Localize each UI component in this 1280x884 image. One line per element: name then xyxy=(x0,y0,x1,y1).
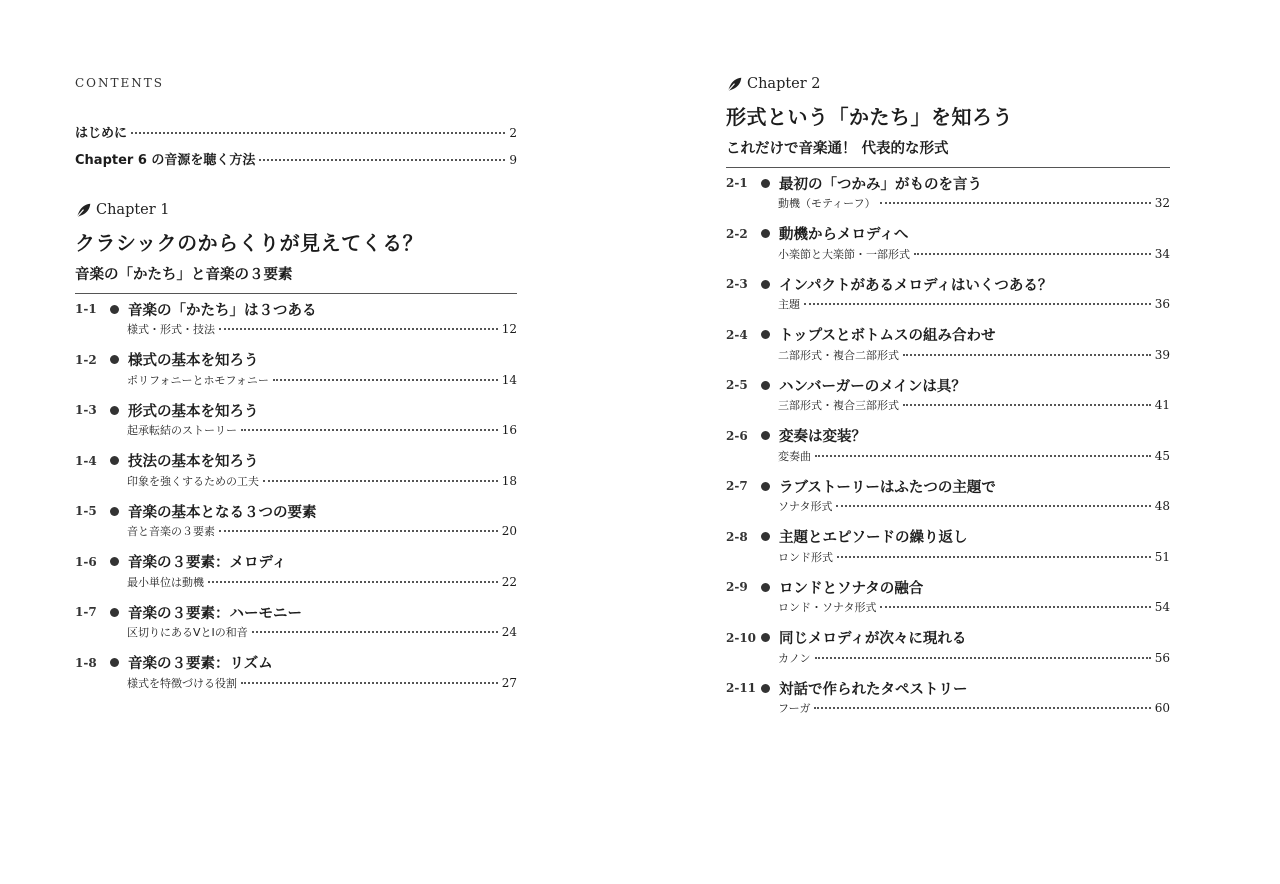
section-title: 主題とエピソードの繰り返し xyxy=(779,530,968,546)
section-subtitle-row xyxy=(127,372,517,392)
section-heading xyxy=(726,272,1170,296)
section-number: 1-3 xyxy=(75,403,97,417)
toc-page-number: 9 xyxy=(509,153,517,167)
section-title: 動機からメロディへ xyxy=(779,227,909,243)
section-subtitle: 音と音楽の３要素 xyxy=(127,525,215,538)
section-subtitle-row xyxy=(778,246,1170,266)
toc-page-number: 24 xyxy=(501,625,517,639)
section-subtitle: 動機（モティーフ） xyxy=(778,197,876,210)
dot-leader xyxy=(219,328,498,330)
section-number: 2-5 xyxy=(726,378,748,392)
section-title: ラブストーリーはふたつの主題で xyxy=(779,479,996,496)
section-title: 音楽の３要素：メロディ xyxy=(128,555,287,571)
section-number: 2-4 xyxy=(726,327,748,342)
toc-page-number: 18 xyxy=(501,473,517,488)
section-title: ハンバーガーのメインは具？ xyxy=(779,378,966,395)
toc-section[interactable] xyxy=(75,297,517,348)
section-heading xyxy=(726,171,1170,195)
section-number: 1-8 xyxy=(75,655,97,670)
chapter-2-sections xyxy=(726,171,1170,727)
dot-leader xyxy=(914,253,1151,255)
bullet-icon xyxy=(761,532,770,541)
section-number: 2-3 xyxy=(726,277,748,291)
toc-page-number: 36 xyxy=(1154,297,1170,311)
section-subtitle-row xyxy=(778,650,1170,670)
section-heading xyxy=(726,676,1170,700)
toc-page-number: 48 xyxy=(1154,499,1170,513)
toc-section[interactable] xyxy=(726,525,1170,576)
section-subtitle-row xyxy=(778,700,1170,720)
toc-page-number: 41 xyxy=(1154,398,1170,412)
chapter-divider xyxy=(75,293,517,294)
toc-page-number: 39 xyxy=(1154,347,1170,362)
section-heading xyxy=(726,323,1170,347)
section-number: 1-2 xyxy=(75,352,97,367)
dot-leader xyxy=(252,631,498,633)
section-subtitle: 起承転結のストーリー xyxy=(127,424,237,437)
dot-leader xyxy=(836,505,1150,507)
toc-section[interactable] xyxy=(75,398,517,449)
section-number: 2-10 xyxy=(726,630,757,645)
section-number: 1-6 xyxy=(75,554,97,569)
chapter-label-text: Chapter 2 xyxy=(747,76,821,92)
section-subtitle-row xyxy=(778,347,1170,367)
dot-leader xyxy=(815,657,1151,659)
bullet-icon xyxy=(110,406,119,415)
section-heading xyxy=(75,499,517,523)
chapter-subtitle: 音楽の「かたち」と音楽の３要素 xyxy=(75,267,293,283)
bullet-icon xyxy=(761,381,770,390)
section-title: 様式の基本を知ろう xyxy=(128,353,259,369)
section-heading xyxy=(75,449,517,473)
section-number: 1-1 xyxy=(75,302,97,316)
section-subtitle: ソナタ形式 xyxy=(778,500,833,513)
section-subtitle-row xyxy=(127,624,517,644)
bullet-icon xyxy=(110,355,119,364)
chapter-label-text: Chapter 1 xyxy=(96,202,170,218)
chapter-label xyxy=(726,74,1170,94)
section-heading xyxy=(75,600,517,624)
chapter-subtitle: これだけで音楽通！ 代表的な形式 xyxy=(726,141,949,157)
toc-page-number: 20 xyxy=(501,524,517,538)
section-subtitle: 変奏曲 xyxy=(778,449,811,463)
pen-icon xyxy=(726,76,743,93)
toc-page-number: 27 xyxy=(501,675,517,690)
section-subtitle-row xyxy=(127,321,517,341)
toc-entry[interactable] xyxy=(75,122,517,149)
dot-leader xyxy=(208,581,498,583)
section-title: 音楽の基本となる３つの要素 xyxy=(128,504,317,521)
section-subtitle-row xyxy=(127,574,517,594)
bullet-icon xyxy=(761,633,770,642)
toc-page-number: 12 xyxy=(501,322,517,336)
bullet-icon xyxy=(110,305,119,314)
section-title: 音楽の「かたち」は３つある xyxy=(128,302,317,319)
section-subtitle-row xyxy=(778,498,1170,518)
section-subtitle: 最小単位は動機 xyxy=(127,575,204,589)
toc-page-number: 14 xyxy=(501,372,517,387)
bullet-icon xyxy=(761,684,770,693)
section-subtitle: カノン xyxy=(778,651,811,665)
section-title: 対話で作られたタペストリー xyxy=(779,681,968,698)
toc-page-number: 2 xyxy=(509,126,517,140)
toc-page-number: 56 xyxy=(1154,650,1170,665)
dot-leader xyxy=(804,303,1151,305)
section-heading xyxy=(726,222,1170,246)
dot-leader xyxy=(241,429,498,431)
pen-icon xyxy=(75,202,92,219)
section-number: 1-4 xyxy=(75,453,97,468)
contents-label: CONTENTS xyxy=(75,76,165,90)
section-number: 2-7 xyxy=(726,479,748,493)
section-subtitle: 区切りにあるVとⅠの和音 xyxy=(127,626,248,639)
section-subtitle-row xyxy=(778,296,1170,316)
dot-leader xyxy=(273,379,498,381)
chapter-label xyxy=(75,200,517,220)
section-number: 2-9 xyxy=(726,580,748,594)
bullet-icon xyxy=(761,280,770,289)
dot-leader xyxy=(259,159,505,161)
dot-leader xyxy=(880,202,1151,204)
section-heading xyxy=(726,474,1170,498)
toc-section[interactable] xyxy=(726,171,1170,222)
section-title: 技法の基本を知ろう xyxy=(128,454,259,470)
toc-entry-title: はじめに xyxy=(75,126,128,141)
toc-section[interactable] xyxy=(75,499,517,550)
dot-leader xyxy=(263,480,498,482)
dot-leader xyxy=(903,404,1151,406)
section-number: 2-1 xyxy=(726,176,748,190)
section-heading xyxy=(726,626,1170,650)
section-title: 同じメロディが次々に現れる xyxy=(779,631,967,647)
section-number: 2-8 xyxy=(726,529,748,544)
section-subtitle: ロンド形式 xyxy=(778,550,833,564)
toc-page-number: 51 xyxy=(1154,549,1170,564)
toc-section[interactable] xyxy=(726,474,1170,525)
section-heading xyxy=(726,373,1170,397)
chapter-title: 形式という「かたち」を知ろう xyxy=(726,105,1013,129)
toc-section[interactable] xyxy=(726,373,1170,424)
section-subtitle-row xyxy=(127,675,517,695)
section-subtitle: 様式を特徴づける役割 xyxy=(127,676,237,690)
bullet-icon xyxy=(761,583,770,592)
toc-page-number: 16 xyxy=(501,423,517,437)
section-subtitle-row xyxy=(778,599,1170,619)
section-title: 音楽の３要素：リズム xyxy=(128,656,273,672)
section-number: 1-7 xyxy=(75,605,97,619)
chapter-header xyxy=(75,200,517,294)
toc-section[interactable] xyxy=(726,222,1170,273)
chapter-1-sections xyxy=(75,297,517,701)
toc-section[interactable] xyxy=(75,348,517,399)
section-number: 1-5 xyxy=(75,504,97,518)
toc-section[interactable] xyxy=(726,575,1170,626)
dot-leader xyxy=(815,455,1151,457)
section-title: トップスとボトムスの組み合わせ xyxy=(779,328,996,344)
section-subtitle: 主題 xyxy=(778,298,800,311)
section-subtitle: フーガ xyxy=(778,702,811,715)
section-subtitle: 小楽節と大楽節・一部形式 xyxy=(778,247,910,261)
section-title: インパクトがあるメロディはいくつある？ xyxy=(779,277,1053,294)
toc-section[interactable] xyxy=(726,676,1170,727)
section-heading xyxy=(726,575,1170,599)
toc-section[interactable] xyxy=(75,600,517,651)
section-subtitle-row xyxy=(127,523,517,543)
section-title: ロンドとソナタの融合 xyxy=(779,580,924,597)
bullet-icon xyxy=(110,557,119,566)
bullet-icon xyxy=(761,330,770,339)
section-heading xyxy=(726,424,1170,448)
section-subtitle-row xyxy=(778,448,1170,468)
section-subtitle: 印象を強くするための工夫 xyxy=(127,474,259,488)
bullet-icon xyxy=(110,658,119,667)
toc-page-number: 54 xyxy=(1154,600,1170,614)
section-number: 2-2 xyxy=(726,226,748,241)
section-subtitle: 三部形式・複合三部形式 xyxy=(778,399,899,412)
section-title: 変奏は変装？ xyxy=(779,429,866,445)
section-heading xyxy=(75,348,517,372)
dot-leader xyxy=(814,707,1150,709)
toc-section[interactable] xyxy=(726,272,1170,323)
bullet-icon xyxy=(110,608,119,617)
bullet-icon xyxy=(110,456,119,465)
toc-section[interactable] xyxy=(726,323,1170,374)
section-number: 2-11 xyxy=(726,681,757,695)
dot-leader xyxy=(880,606,1150,608)
toc-section[interactable] xyxy=(726,626,1170,677)
bullet-icon xyxy=(110,507,119,516)
bullet-icon xyxy=(761,179,770,188)
section-number: 2-6 xyxy=(726,428,748,443)
chapter-header xyxy=(726,74,1170,168)
bullet-icon xyxy=(761,229,770,238)
section-heading xyxy=(75,297,517,321)
toc-entry[interactable] xyxy=(75,149,517,176)
section-heading xyxy=(75,651,517,675)
dot-leader xyxy=(241,682,498,684)
toc-entry-title: Chapter 6 の音源を聴く方法 xyxy=(75,153,256,168)
chapter-title: クラシックのからくりが見えてくる？ xyxy=(75,231,424,255)
section-subtitle: ポリフォニーとホモフォニー xyxy=(127,373,269,387)
section-subtitle-row xyxy=(778,397,1170,417)
section-subtitle: 二部形式・複合二部形式 xyxy=(778,348,899,362)
section-subtitle-row xyxy=(778,549,1170,569)
toc-section[interactable] xyxy=(75,449,517,500)
section-subtitle-row xyxy=(127,473,517,493)
toc-page-number: 45 xyxy=(1154,448,1170,463)
intro-list xyxy=(75,122,517,176)
chapter-divider xyxy=(726,167,1170,168)
section-title: 形式の基本を知ろう xyxy=(128,403,259,420)
bullet-icon xyxy=(761,482,770,491)
toc-section[interactable] xyxy=(726,424,1170,475)
dot-leader xyxy=(903,354,1151,356)
dot-leader xyxy=(131,132,505,134)
section-heading xyxy=(726,525,1170,549)
bullet-icon xyxy=(761,431,770,440)
toc-page-number: 34 xyxy=(1154,246,1170,261)
section-heading xyxy=(75,550,517,574)
section-subtitle: 様式・形式・技法 xyxy=(127,323,215,336)
dot-leader xyxy=(837,556,1151,558)
section-subtitle-row xyxy=(127,422,517,442)
section-subtitle: ロンド・ソナタ形式 xyxy=(778,601,877,614)
toc-page-number: 32 xyxy=(1154,196,1170,210)
dot-leader xyxy=(219,530,498,532)
toc-page-number: 60 xyxy=(1154,701,1170,715)
section-subtitle-row xyxy=(778,195,1170,215)
section-title: 音楽の３要素：ハーモニー xyxy=(128,605,302,622)
toc-section[interactable] xyxy=(75,651,517,702)
section-heading xyxy=(75,398,517,422)
section-title: 最初の「つかみ」がものを言う xyxy=(779,176,982,193)
toc-page-number: 22 xyxy=(501,574,517,589)
toc-section[interactable] xyxy=(75,550,517,601)
